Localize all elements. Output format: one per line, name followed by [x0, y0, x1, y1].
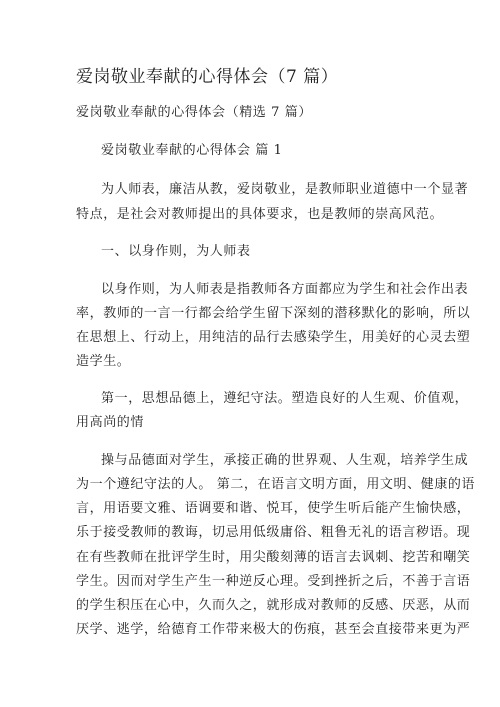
paragraph-line: 学生。因而对学生产生一种逆反心理。受到挫折之后，不善于言语 — [76, 574, 471, 589]
paragraph-line: 以身作则，为人师表是指教师各方面都应为学生和社会作出表 — [101, 282, 469, 297]
document-title: 爱岗敬业奉献的心得体会（7 篇） — [76, 67, 339, 87]
paragraph-line: 率，教师的一言一行都会给学生留下深刻的潜移默化的影响，所以 — [76, 306, 471, 321]
subheading: 一、以身作则，为人师表 — [101, 244, 251, 259]
paragraph-line: 为一个遵纪守法的人。 第二，在语言文明方面，用文明、健康的语 — [76, 477, 476, 492]
paragraph-line: 在有些教师在批评学生时，用尖酸刻薄的语言去讽刺、挖苦和嘲笑 — [76, 550, 471, 565]
section-heading: 爱岗敬业奉献的心得体会 篇 1 — [101, 143, 283, 158]
paragraph-line: 用高尚的情 — [76, 415, 145, 430]
paragraph-line: 第一，思想品德上，遵纪守法。塑造良好的人生观、价值观， — [101, 391, 469, 406]
paragraph-line: 特点，是社会对教师提出的具体要求，也是教师的崇高风范。 — [76, 207, 444, 222]
paragraph-line: 言，用语要文雅、语调要和谐、悦耳，使学生听后能产生愉快感， — [76, 501, 471, 516]
document-subtitle: 爱岗敬业奉献的心得体会（精选 7 篇） — [76, 105, 312, 120]
paragraph-line: 乐于接受教师的教诲，切忌用低级庸俗、粗鲁无礼的语言秽语。现 — [76, 525, 471, 540]
paragraph-line: 造学生。 — [76, 354, 131, 369]
paragraph-line: 操与品德面对学生，承接正确的世界观、人生观，培养学生成 — [101, 453, 469, 468]
paragraph-line: 厌学、逃学，给德育工作带来极大的伤痕，甚至会直接带来更为严 — [76, 622, 471, 637]
paragraph-line: 的学生积压在心中，久而久之，就形成对教师的反感、厌恶，从而 — [76, 598, 471, 613]
paragraph-line: 为人师表，廉洁从教，爱岗敬业，是教师职业道德中一个显著 — [101, 182, 469, 197]
paragraph-line: 在思想上、行动上，用纯洁的品行去感染学生，用美好的心灵去塑 — [76, 330, 471, 345]
